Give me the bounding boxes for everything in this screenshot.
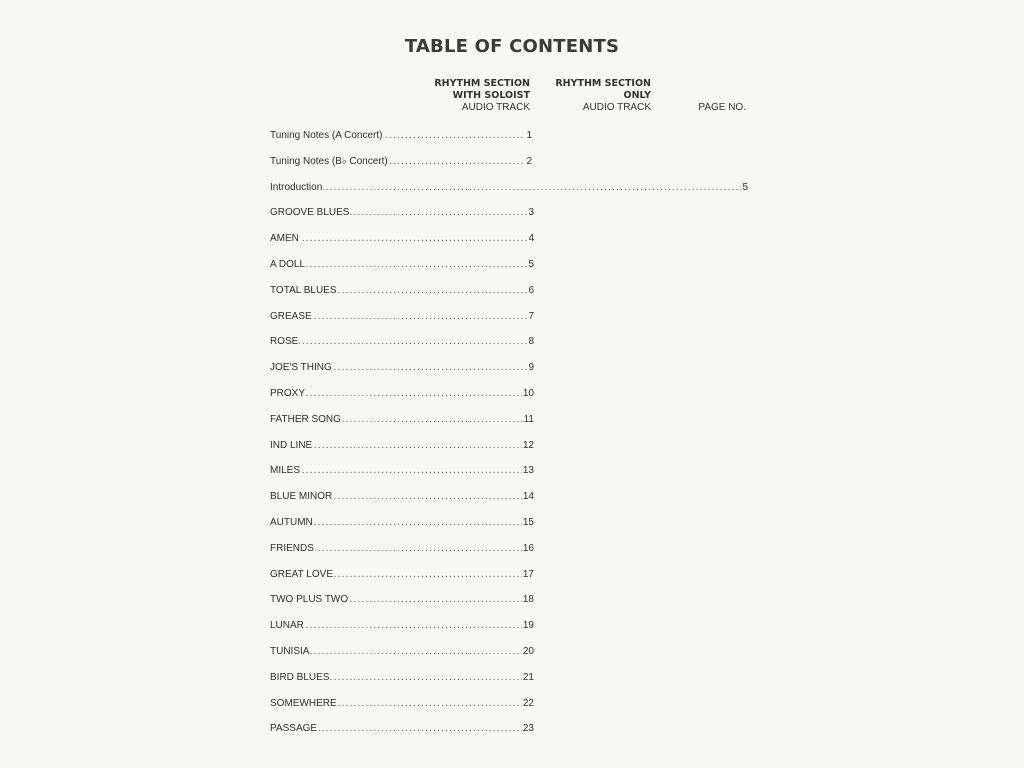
toc-track-with-soloist: 17 (522, 568, 534, 580)
toc-cell-title (270, 517, 534, 529)
column-header-line (698, 78, 746, 90)
toc-entry-title: FATHER SONG (270, 413, 341, 425)
toc-row (268, 436, 748, 462)
toc-cell-title (270, 207, 534, 219)
toc-track-with-soloist: 5 (528, 258, 534, 270)
column-header-line: PAGE NO. (698, 102, 746, 113)
toc-label: Tuning Notes (B♭ Concert) (270, 155, 388, 167)
toc-entry-title: IND LINE (270, 439, 313, 451)
toc-entry-title: MILES (270, 465, 301, 477)
toc-row (268, 332, 748, 358)
toc-cell-title (270, 388, 534, 400)
column-header-line: ONLY (623, 90, 651, 101)
toc-entry-title: TUNISIA (270, 645, 310, 657)
toc-cell-title (270, 569, 534, 581)
toc-row (268, 229, 748, 255)
toc-cell-title (270, 698, 534, 710)
toc-row (268, 616, 748, 642)
toc-row (268, 487, 748, 513)
toc-cell-title (270, 543, 534, 555)
toc-list (268, 126, 748, 745)
toc-row-tuning (268, 126, 748, 152)
toc-track-with-soloist: 19 (522, 620, 534, 632)
toc-row (268, 203, 748, 229)
toc-entry-title: GREAT LOVE (270, 568, 333, 580)
toc-cell-title (270, 259, 534, 271)
toc-track-with-soloist: 3 (528, 207, 534, 219)
toc-entry-title: JOE'S THING (270, 362, 332, 374)
toc-row (268, 642, 748, 668)
toc-label: Introduction (270, 181, 323, 193)
toc-track-with-soloist: 15 (522, 516, 534, 528)
toc-cell-title (270, 336, 534, 348)
toc-cell-title (270, 311, 534, 323)
toc-entry-title: AMEN (270, 233, 299, 245)
toc-track-with-soloist: 9 (528, 362, 534, 374)
toc-row (268, 410, 748, 436)
toc-entry-title: LUNAR (270, 620, 304, 632)
toc-row (268, 565, 748, 591)
toc-entry-title: GREASE (270, 310, 312, 322)
toc-cell-title (270, 362, 534, 374)
toc-entry-title: ROSE (270, 336, 299, 348)
toc-row (268, 384, 748, 410)
toc-row (268, 719, 748, 745)
column-header-line: RHYTHM SECTION (434, 78, 530, 89)
toc-track-number: 1 (526, 130, 532, 141)
toc-entry-title: AUTUMN (270, 516, 313, 528)
toc-cell (270, 182, 748, 194)
toc-cell-title (270, 672, 534, 684)
toc-cell-title (270, 491, 534, 503)
column-header-line (698, 90, 746, 102)
toc-entry-title: TWO PLUS TWO (270, 594, 349, 606)
toc-track-with-soloist: 22 (522, 697, 534, 709)
column-header-line: AUDIO TRACK (582, 102, 651, 113)
column-header-line: WITH SOLOIST (452, 90, 530, 101)
toc-row-intro (268, 178, 748, 204)
toc-cell-title (270, 620, 534, 632)
toc-row-tuning (268, 152, 748, 178)
toc-track-with-soloist: 14 (522, 491, 534, 503)
toc-entry-title: PROXY (270, 387, 306, 399)
toc-entry-title: BLUE MINOR (270, 491, 333, 503)
toc-cell-title (270, 646, 534, 658)
toc-cell-title (270, 594, 534, 606)
toc-row (268, 255, 748, 281)
page-title: TABLE OF CONTENTS (404, 36, 620, 57)
toc-cell-title (270, 465, 534, 477)
column-header-section-only (555, 78, 651, 114)
column-header-with-soloist (434, 78, 530, 114)
toc-track-with-soloist: 4 (528, 233, 534, 245)
toc-entry-title: A DOLL (270, 258, 306, 270)
toc-entry-title: BIRD BLUES (270, 671, 330, 683)
toc-track-number: 2 (526, 155, 532, 167)
toc-row (268, 461, 748, 487)
toc-label: Tuning Notes (A Concert) (270, 130, 383, 141)
toc-entry-title: GROOVE BLUES (270, 207, 350, 219)
toc-row (268, 668, 748, 694)
toc-track-with-soloist: 18 (522, 594, 534, 606)
toc-cell (270, 156, 532, 168)
toc-track-with-soloist: 8 (528, 336, 534, 348)
toc-row (268, 281, 748, 307)
toc-track-with-soloist: 16 (522, 542, 534, 554)
toc-entry-title: FRIENDS (270, 542, 314, 554)
toc-cell-title (270, 414, 534, 426)
toc-track-with-soloist: 21 (522, 671, 534, 683)
toc-track-with-soloist: 7 (528, 310, 534, 322)
toc-row (268, 539, 748, 565)
toc-cell-title (270, 723, 534, 735)
toc-row (268, 307, 748, 333)
toc-track-with-soloist: 20 (522, 645, 534, 657)
toc-cell (270, 130, 532, 142)
toc-entry-title: SOMEWHERE (270, 697, 337, 709)
toc-cell-title (270, 440, 534, 452)
toc-page-number: 5 (742, 181, 748, 193)
column-header-line: AUDIO TRACK (461, 102, 530, 113)
toc-cell-title (270, 233, 534, 245)
column-header-page (698, 78, 746, 114)
toc-track-with-soloist: 23 (522, 723, 534, 735)
toc-track-with-soloist: 13 (522, 465, 534, 477)
toc-track-with-soloist: 12 (522, 439, 534, 451)
toc-entry-title: PASSAGE (270, 723, 318, 735)
toc-row (268, 694, 748, 720)
column-header-line: RHYTHM SECTION (555, 78, 651, 89)
toc-track-with-soloist: 11 (523, 413, 534, 425)
toc-row (268, 513, 748, 539)
toc-row (268, 358, 748, 384)
toc-row (268, 590, 748, 616)
toc-cell-title (270, 285, 534, 297)
toc-track-with-soloist: 6 (528, 284, 534, 296)
toc-entry-title: TOTAL BLUES (270, 284, 337, 296)
toc-track-with-soloist: 10 (522, 387, 534, 399)
toc-entries (268, 203, 748, 745)
